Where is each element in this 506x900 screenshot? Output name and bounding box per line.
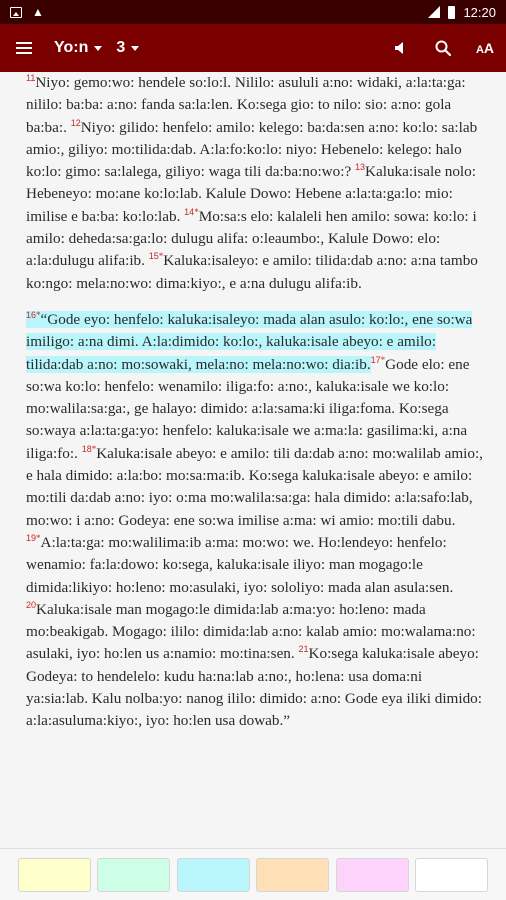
bible-text-reader[interactable] bbox=[0, 72, 506, 848]
signal-icon bbox=[428, 6, 440, 18]
menu-icon[interactable] bbox=[0, 24, 48, 72]
book-dropdown-icon bbox=[94, 46, 102, 51]
verse-number: 19 bbox=[26, 532, 37, 543]
cross-reference-marker[interactable]: * bbox=[36, 532, 41, 543]
verse-number: 20 bbox=[26, 599, 37, 610]
book-name: Yo:n bbox=[54, 39, 89, 56]
verse-number: 13 bbox=[355, 162, 366, 173]
verse-text: Kaluka:isale man mogago:le dimida:lab a:ma:yo: ho:leno: mada mo:beakigab. Mogago: ililo: dimida:lab a:no: kalab amio: mo:walama:no: asulaki, iyo: ho:len us a:namio: mo:tina:sen. bbox=[26, 600, 476, 663]
verse-text: Gode elo: ene so:wa ko:lo: henfelo: wenamilo: iliga:fo: a:no:, kaluka:isale we ko:lo: mo:walila:sa:ga:, ge halayo: dimido: a:la:sama:ki iliga:foma. Ko:sega so:waya a:la:ta:ga:yo: henfelo: kaluka:isale we a:ma:la: gasilima:ki, a:na iliga:fo:. bbox=[26, 355, 470, 462]
cross-reference-marker[interactable]: * bbox=[194, 206, 199, 217]
verse-text: “Gode eyo: henfelo: kaluka:isaleyo: mada alan asulo: ko:lo:, ene so:wa imiligo: a:na dimi. A:la:dimido: ko:lo:, kaluka:isale abeyo: e amilo: tilida:dab a:no: mo:sowaki, mela:no: mela:no:wo: dia:ib. bbox=[26, 310, 473, 373]
verse-text: Niyo: gemo:wo: hendele so:lo:l. Nililo: asululi a:no: widaki, a:la:ta:ga: nililo: ba:ba: a:no: fanda sa:la:len. Ko:sega gio: to nilo: sio: a:no: gola ba:ba:. bbox=[26, 74, 466, 136]
verse-19[interactable] bbox=[26, 534, 453, 596]
warning-icon: ▲ bbox=[32, 5, 44, 19]
cross-reference-marker[interactable]: * bbox=[36, 309, 41, 320]
verse-18[interactable] bbox=[26, 445, 483, 529]
cross-reference-marker[interactable]: * bbox=[91, 443, 97, 454]
verse-number: 14 bbox=[184, 206, 195, 217]
battery-icon bbox=[448, 6, 455, 19]
book-selector[interactable] bbox=[54, 39, 102, 57]
highlight-color-bar bbox=[0, 848, 506, 900]
cross-reference-marker[interactable]: * bbox=[158, 251, 164, 262]
chapter-dropdown-icon bbox=[131, 46, 139, 51]
verse-text: Mo:sa:s elo: kalaleli hen amilo: sowa: ko:lo: i amilo: deheda:sa:ga:lo: dulugu alifa: o:leaumbo:, Kalule Dowo: elo: a:la:dulugu alifa:ib. bbox=[26, 207, 477, 270]
highlight-swatch-white[interactable] bbox=[415, 858, 488, 892]
verse-text: Kaluka:isale abeyo: e amilo: tili da:dab a:no: mo:walilab amio:, e hala dimido: a:la:bo: mo:sa:ma:ib. Ko:sega kaluka:isale abeyo: e amilo: mo:tili da:dab a:no: iyo: o:ma mo:walila:sa:ga: hala dimido: a:la:safo:lab, mo:wo: i a:no: Godeya: ene so:wa imilise a:ma: wi amio: mo:tili dabu. bbox=[26, 444, 483, 529]
verse-text: Kaluka:isaleyo: e amilo: tilida:dab a:no: a:na tambo ko:ngo: mela:no:wo: dima:kiyo:, e a:na dulugu alifa:ib. bbox=[26, 252, 478, 292]
highlight-swatch-yellow[interactable] bbox=[18, 858, 91, 892]
verse-text: A:la:ta:ga: mo:walilima:ib a:ma: mo:wo: we. Ho:lendeyo: henfelo: wenamio: fa:la:dowo: ko:sega, kaluka:isale iliyo: man mogago:le dimida:likiyo: ho:leno: mo:asulaki, iyo: sololiyo: mada alan asula:sen. bbox=[26, 533, 454, 596]
verse-number: 21 bbox=[298, 644, 309, 655]
verse-number: 15 bbox=[148, 251, 159, 262]
paragraph bbox=[26, 309, 484, 733]
highlight-swatch-mint[interactable] bbox=[97, 858, 170, 892]
verse-number: 18 bbox=[81, 443, 92, 454]
image-notification-icon bbox=[10, 7, 22, 18]
app-bar bbox=[0, 24, 506, 72]
verse-number: 11 bbox=[26, 72, 36, 83]
chapter-selector[interactable] bbox=[116, 39, 139, 57]
speaker-icon[interactable] bbox=[380, 24, 422, 72]
highlight-swatch-peach[interactable] bbox=[256, 858, 329, 892]
search-icon[interactable] bbox=[422, 24, 464, 72]
status-bar bbox=[0, 0, 506, 24]
chapter-number: 3 bbox=[116, 39, 126, 56]
highlight-swatch-pink[interactable] bbox=[336, 858, 409, 892]
highlight-swatch-cyan[interactable] bbox=[177, 858, 250, 892]
verse-number: 12 bbox=[70, 117, 81, 128]
verse-text: Kaluka:isale nolo: Hebeneyo: mo:ane ko:lo:lab. Kalule Dowo: Hebene a:la:ta:ga:lo: mio: imilise e ba:ba: ko:lo:lab. bbox=[26, 163, 476, 225]
status-time: 12:20 bbox=[463, 4, 496, 20]
verse-number: 17 bbox=[370, 354, 381, 365]
text-size-icon[interactable]: AA bbox=[475, 40, 495, 56]
verse-number: 16 bbox=[26, 309, 37, 320]
cross-reference-marker[interactable]: * bbox=[380, 354, 386, 365]
verse-text: Niyo: gilido: henfelo: amilo: kelego: ba:da:sen a:no: ko:lo: sa:lab amio:, giliyo: mo:tilida:dab. A:la:fo:ko:lo: niyo: Hebenelo: kelego: halo ko:lo: gimo: sa:lalega, giliyo: waga tili da:ba:no:wo:? bbox=[26, 118, 478, 181]
verse-text: Ko:sega kaluka:isale abeyo: Godeya: to hendelelo: kudu ha:na:lab a:no:, ho:lena: usa doma:ni ya:sia:lab. Kalu nolba:yo: nanog ililo: dimido: a:no: Gode eya iliki dimido: a:la:asuluma:kiyo:, iyo: ho:len usa dowab.” bbox=[26, 645, 482, 730]
paragraph bbox=[26, 72, 484, 295]
